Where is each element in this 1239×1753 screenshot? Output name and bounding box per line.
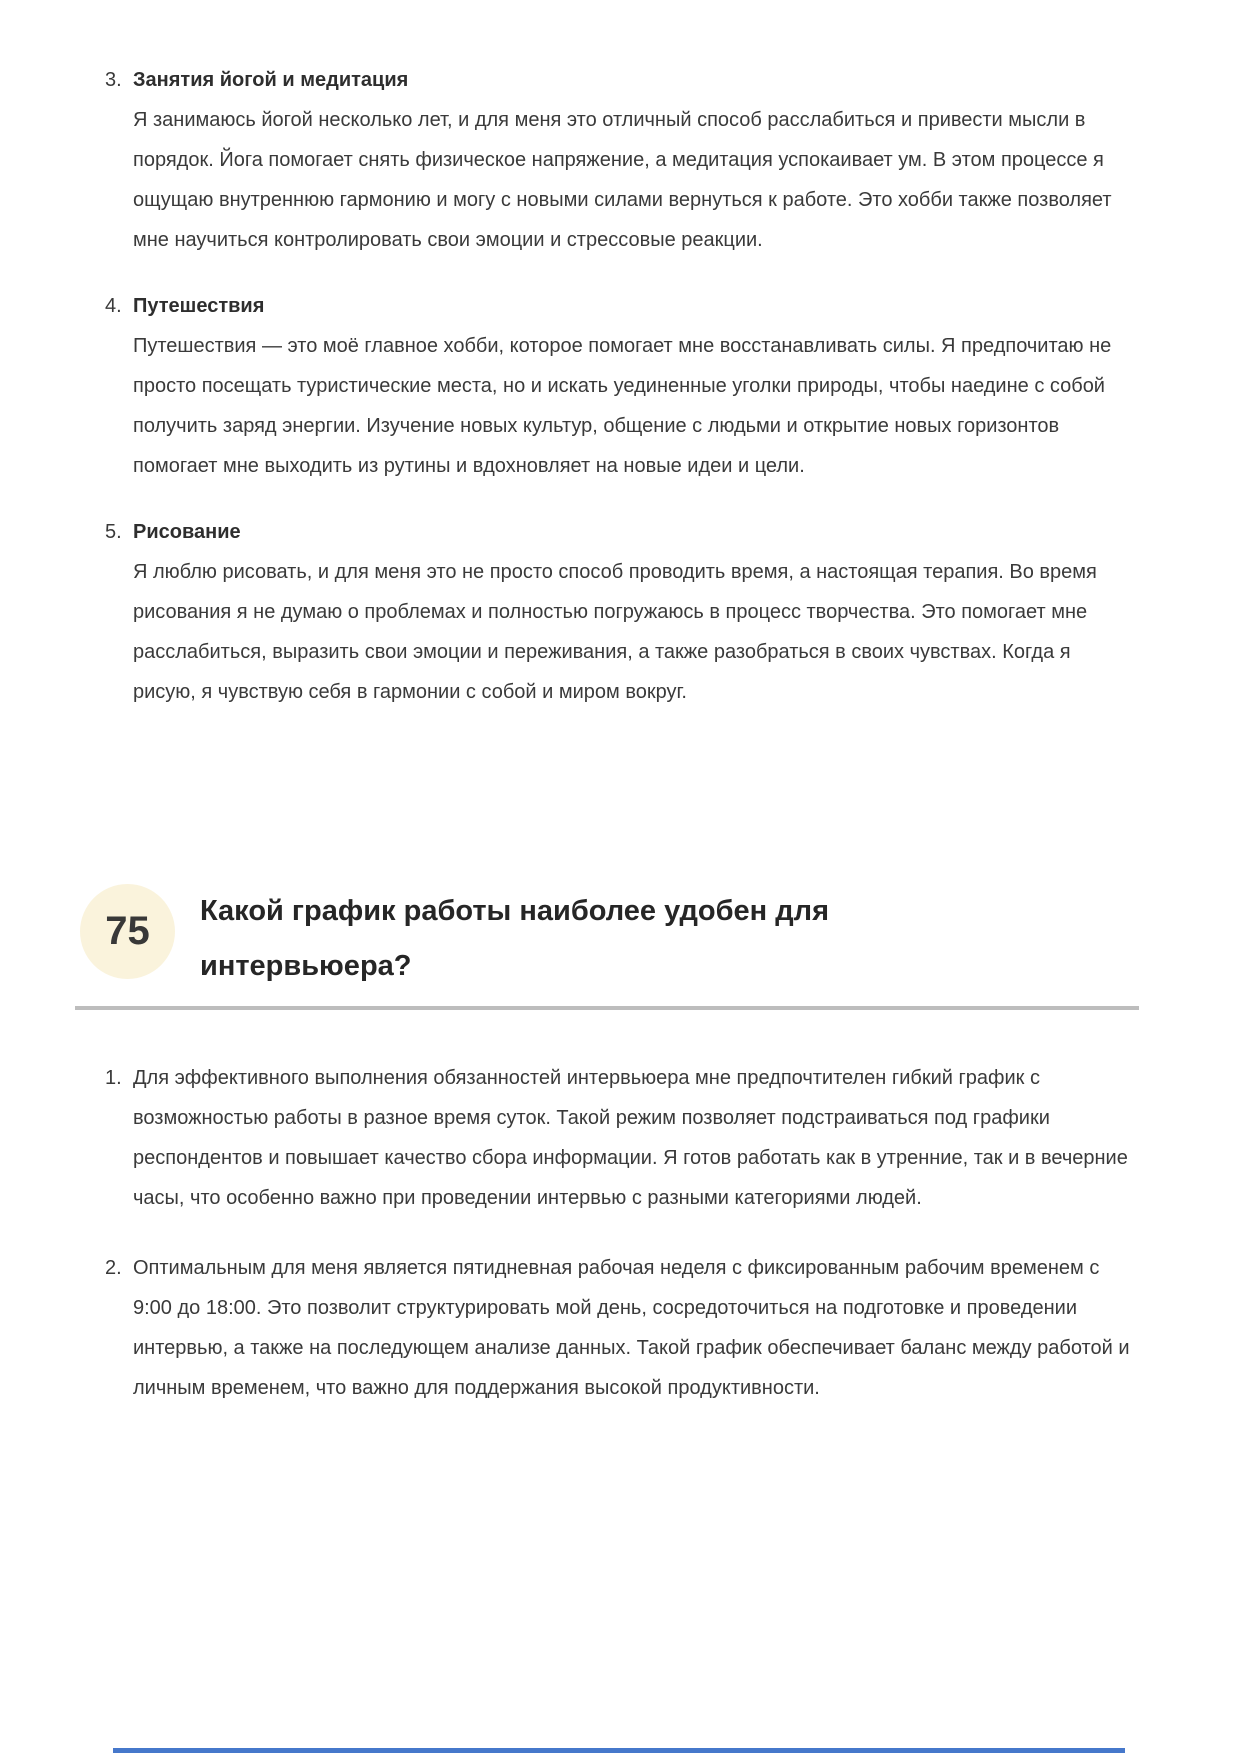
- list-item-body: Путешествия — это моё главное хобби, которое помогает мне восстанавливать силы. Я предпочитаю не просто посещать туристические места, но и искать уединенные уголки природы, чтобы наедине с собой получить заряд энергии. Изучение новых культур, общение с людьми и открытие новых горизонтов помогает мне выходить из рутины и вдохновляет на новые идеи и цели.: [133, 335, 1112, 477]
- list-item-number: 1.: [105, 1067, 122, 1089]
- question-header: [80, 884, 1134, 994]
- list-item: [105, 1248, 1133, 1408]
- list-item-title: Рисование: [133, 521, 241, 543]
- list-item-content: [133, 286, 1133, 486]
- list-item: [105, 60, 1133, 260]
- list-item-content: [133, 1248, 1133, 1408]
- list-item: [105, 1058, 1133, 1218]
- list-item-number: 4.: [105, 295, 122, 317]
- list-item-content: [133, 60, 1133, 260]
- section-divider: [75, 1006, 1139, 1010]
- bottom-accent-bar: [113, 1748, 1125, 1753]
- list-item: [105, 286, 1133, 486]
- question-title: Какой график работы наиболее удобен для интервьюера?: [200, 895, 830, 982]
- list-item-number: 3.: [105, 69, 122, 91]
- list-item-body: Для эффективного выполнения обязанностей интервьюера мне предпочтителен гибкий график с возможностью работы в разное время суток. Такой режим позволяет подстраиваться под графики респондентов и повышает качество сбора информации. Я готов работать как в утренние, так и в вечерние часы, что особенно важно при проведении интервью с разными категориями людей.: [133, 1067, 1128, 1209]
- answers-list: [105, 1058, 1133, 1408]
- list-item-title: Путешествия: [133, 295, 265, 317]
- list-item-content: [133, 1058, 1133, 1218]
- question-number-badge: [80, 884, 175, 979]
- list-item: [105, 512, 1133, 712]
- question-number: 75: [105, 909, 150, 953]
- list-item-body: Я занимаюсь йогой несколько лет, и для меня это отличный способ расслабиться и привести мысли в порядок. Йога помогает снять физическое напряжение, а медитация успокаивает ум. В этом процессе я ощущаю внутреннюю гармонию и могу с новыми силами вернуться к работе. Это хобби также позволяет мне научиться контролировать свои эмоции и стрессовые реакции.: [133, 109, 1112, 251]
- hobbies-list: [105, 60, 1133, 712]
- list-item-number: 5.: [105, 521, 122, 543]
- list-item-number: 2.: [105, 1257, 122, 1279]
- list-item-content: [133, 512, 1133, 712]
- list-item-title: Занятия йогой и медитация: [133, 69, 409, 91]
- list-item-body: Оптимальным для меня является пятидневная рабочая неделя с фиксированным рабочим временем с 9:00 до 18:00. Это позволит структурировать мой день, сосредоточиться на подготовке и проведении интервью, а также на последующем анализе данных. Такой график обеспечивает баланс между работой и личным временем, что важно для поддержания высокой продуктивности.: [133, 1257, 1130, 1399]
- list-item-body: Я люблю рисовать, и для меня это не просто способ проводить время, а настоящая терапия. Во время рисования я не думаю о проблемах и полностью погружаюсь в процесс творчества. Это помогает мне расслабиться, выразить свои эмоции и переживания, а также разобраться в своих чувствах. Когда я рисую, я чувствую себя в гармонии с собой и миром вокруг.: [133, 561, 1097, 703]
